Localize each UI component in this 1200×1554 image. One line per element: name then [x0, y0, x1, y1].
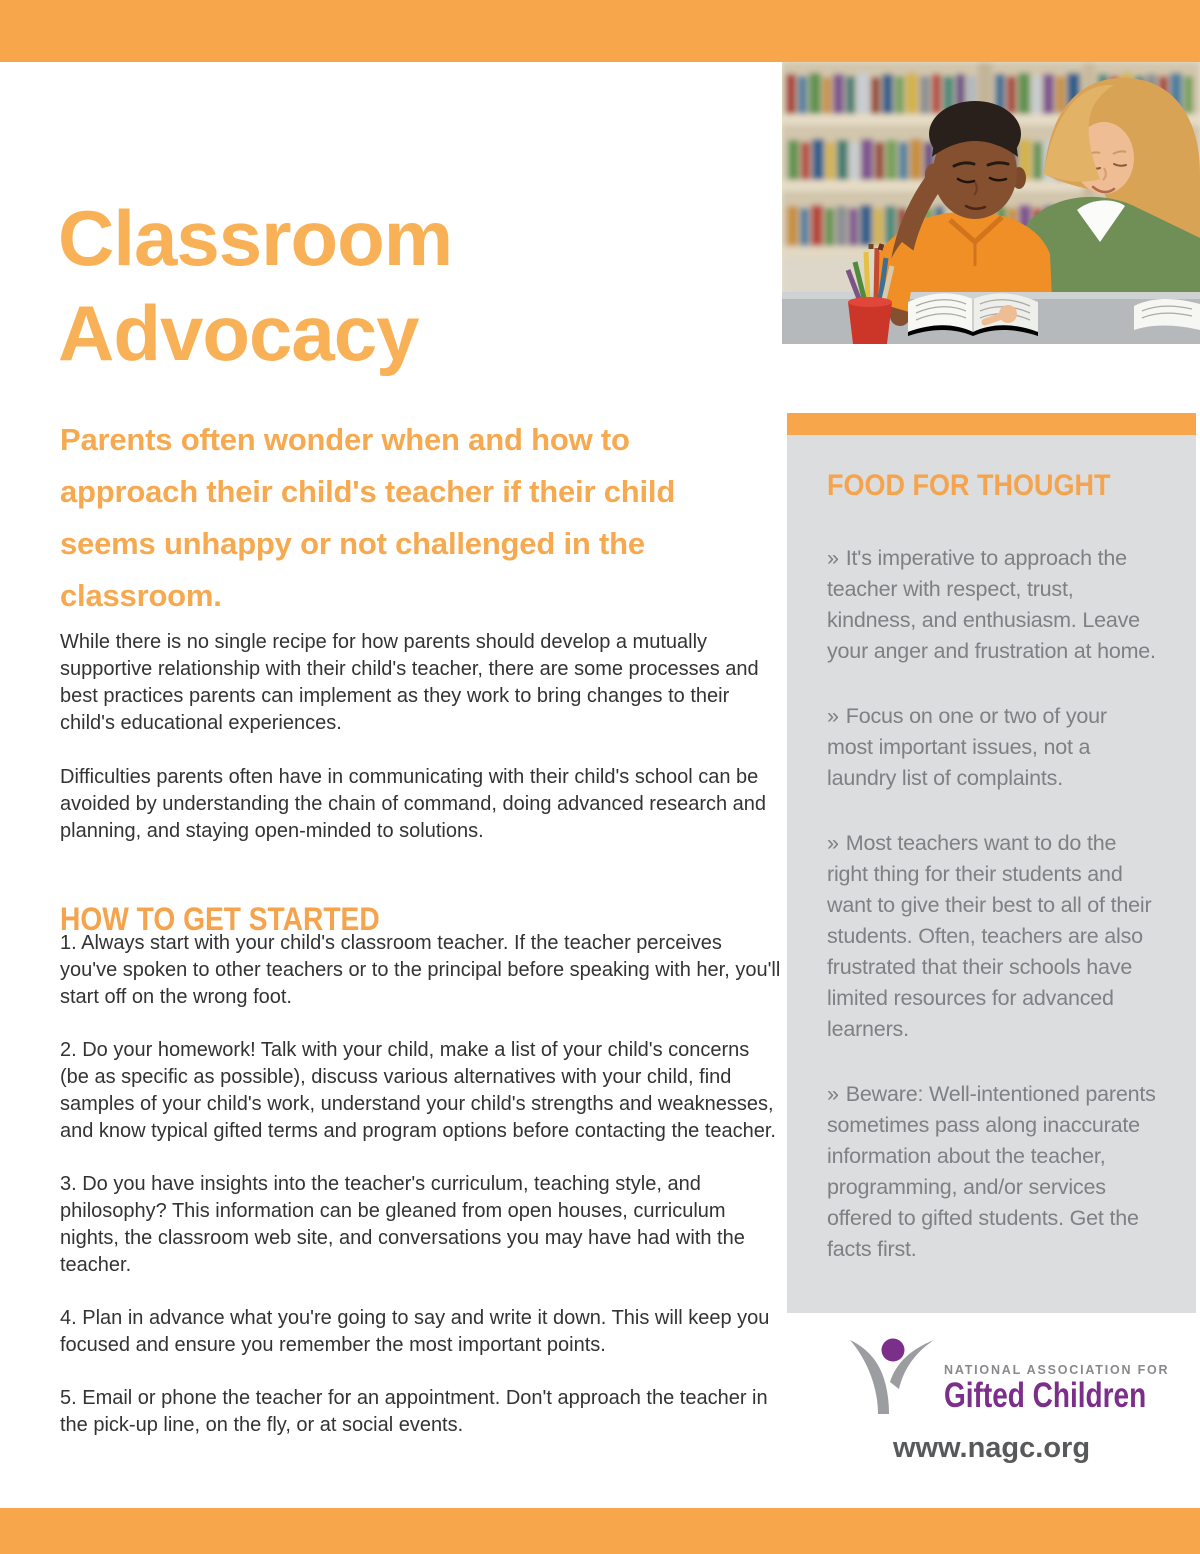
intro-paragraph: Difficulties parents often have in communicating with their child's school can be avoided by understanding the chain of command, doing advanced research and planning, and staying open-minded to solutions. — [60, 766, 767, 842]
sidebar-heading: FOOD FOR THOUGHT — [827, 469, 1111, 502]
nagc-person-figure-icon — [846, 1336, 938, 1414]
bullet-text: Most teachers want to do the right thing for their students and want to give their best to all of their students. Often, teachers are also frustrated that their schools have limited resources for advanced learners. — [827, 831, 1152, 1041]
sidebar-bullet-2 — [827, 701, 1158, 794]
intro-paragraph: While there is no single recipe for how parents should develop a mutually supportive relationship with their child's teacher, there are some processes and best practices parents can implement as they work to bring changes to their child's educational experiences. — [60, 631, 759, 734]
bottom-accent-bar — [0, 1508, 1200, 1554]
numbered-item-2: 2. Do your homework! Talk with your child, make a list of your child's concerns (be as specific as possible), discuss various alternatives with your child, find samples of your child's work, understand your child's strengths and weaknesses, and know typical gifted terms and program options before contacting the teacher. — [60, 1039, 776, 1142]
sidebar-bullet-1 — [827, 543, 1158, 667]
sidebar-bullet-3 — [827, 828, 1158, 1045]
intro-section — [60, 629, 782, 872]
bullet-marker: » — [827, 704, 839, 728]
section-heading-how-to-get-started: HOW TO GET STARTED — [60, 900, 380, 937]
website-url[interactable]: www.nagc.org — [892, 1432, 1091, 1464]
numbered-item-5: 5. Email or phone the teacher for an appointment. Don't approach the teacher in the pick-up line, on the fly, or at social events. — [60, 1387, 768, 1436]
food-for-thought-sidebar — [787, 435, 1196, 1313]
numbered-item-3: 3. Do you have insights into the teacher's curriculum, teaching style, and philosophy? This information can be gleaned from open houses, curriculum nights, the classroom web site, and conversations you may have had with the teacher. — [60, 1173, 745, 1276]
bullet-text: Focus on one or two of your most important issues, not a laundry list of complaints. — [827, 704, 1107, 790]
org-name: Gifted Children — [944, 1375, 1147, 1415]
lead-paragraph: Parents often wonder when and how to approach their child's teacher if their child seems unhappy or not challenged in the classroom. — [60, 422, 676, 613]
bullet-marker: » — [827, 831, 839, 855]
nagc-logo — [846, 1336, 1197, 1414]
numbered-item-4: 4. Plan in advance what you're going to say and write it down. This will keep you focused and ensure you remember the most important points. — [60, 1307, 770, 1356]
nagc-logo-text — [944, 1337, 1197, 1414]
numbered-item-1: 1. Always start with your child's classroom teacher. If the teacher perceives you've spoken to other teachers or to the principal before speaking with her, you'll start off on the wrong foot. — [60, 932, 781, 1008]
bullet-marker: » — [827, 1082, 839, 1106]
page-title: Classroom Advocacy — [58, 194, 453, 378]
sidebar-bullet-4 — [827, 1079, 1158, 1265]
top-accent-bar — [0, 0, 1200, 62]
bullet-text: It's imperative to approach the teacher with respect, trust, kindness, and enthusiasm. Leave your anger and frustration at home. — [827, 546, 1156, 663]
bullet-marker: » — [827, 546, 839, 570]
bullet-text: Beware: Well-intentioned parents sometimes pass along inaccurate information about the teacher, programming, and/or services offered to gifted students. Get the facts first. — [827, 1082, 1156, 1261]
sidebar-accent-bar — [787, 413, 1196, 435]
org-tagline: NATIONAL ASSOCIATION FOR — [944, 1362, 1170, 1377]
how-to-item-list — [60, 930, 782, 1465]
classroom-photo — [782, 62, 1200, 344]
